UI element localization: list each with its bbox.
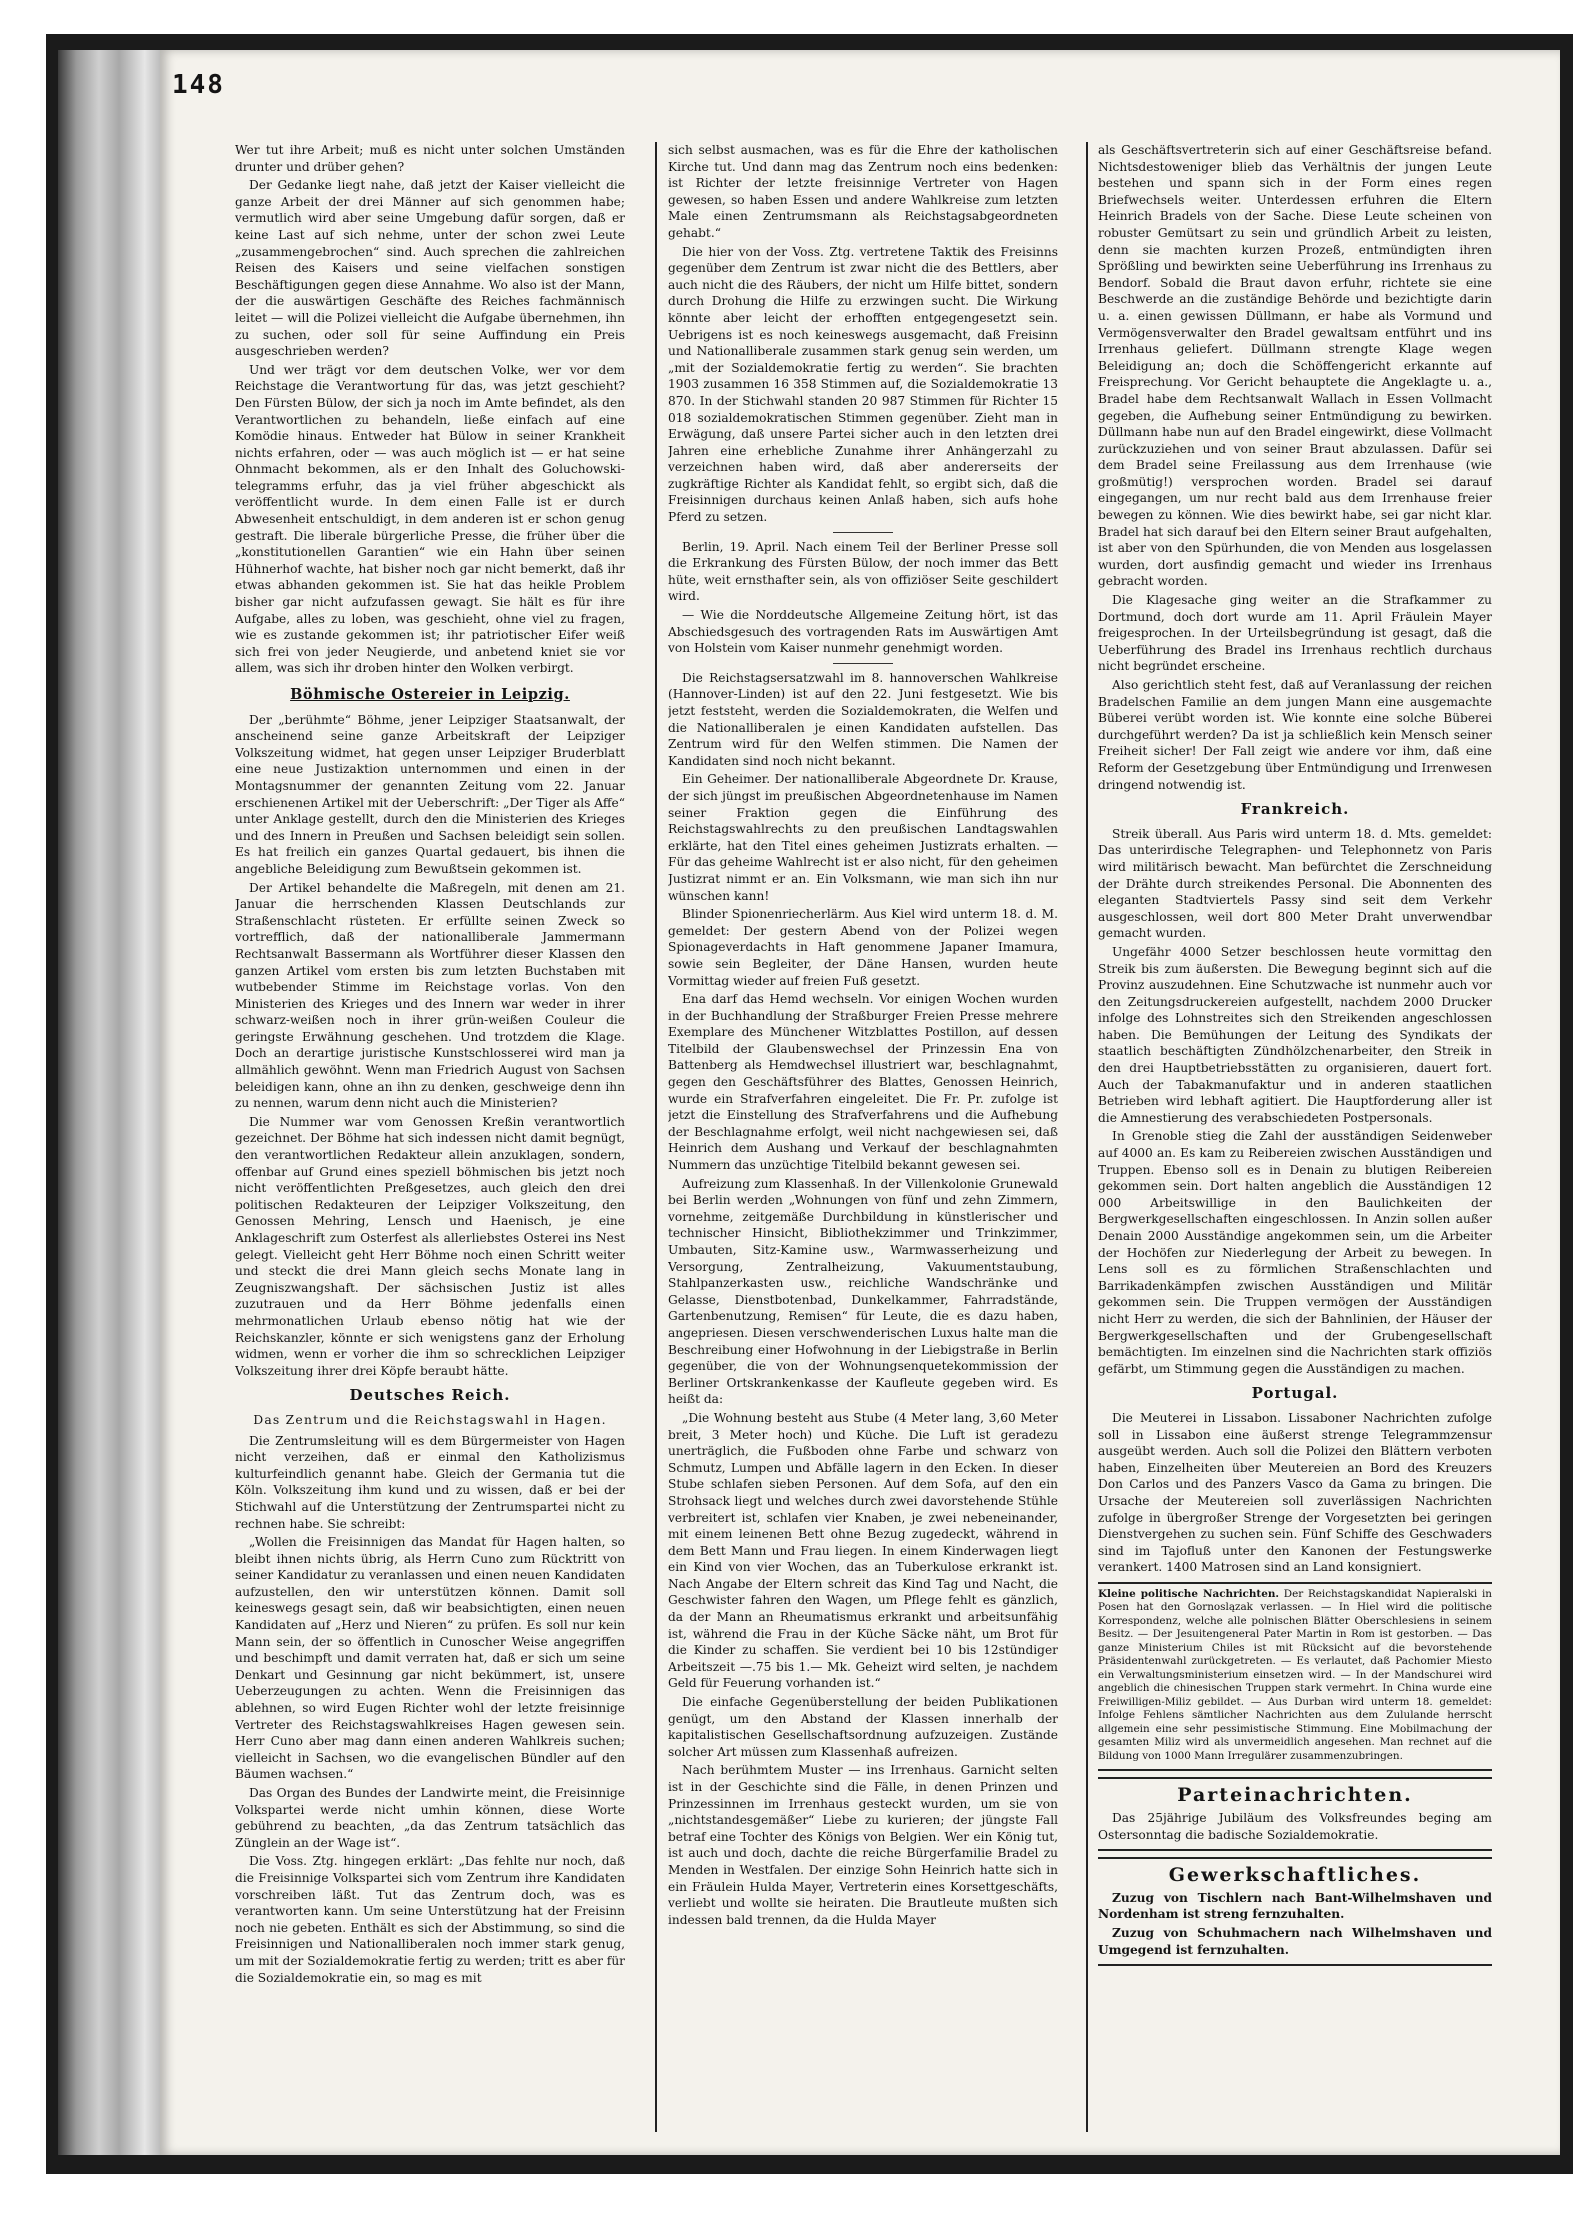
book-binding [58, 50, 160, 2155]
paragraph: Die Zentrumsleitung will es dem Bürgermeister von Hagen nicht verzeihen, daß er einmal den Katholizismus kulturfeindlich genannt habe. Gleich der Germania tut die Köln. Volkszeitung ihm kund und zu wissen, daß er bei der Stichwahl auf die Unterstützung der Zentrumspartei nicht zu rechnen habe. Sie schreibt: [235, 1433, 625, 1531]
paragraph: Die Reichstagsersatzwahl im 8. hannoverschen Wahlkreise (Hannover-Linden) ist auf den 22. Juni festgesetzt. Wie bis jetzt feststeht, werden die Sozialdemokraten, die Welfen und die Nationalliberalen je einen Kandidaten aufstellen. Das Zentrum wird für den Welfen stimmen. Die Namen der Kandidaten sind noch nicht bekannt. [668, 670, 1058, 768]
section-heading: Portugal. [1251, 1384, 1339, 1403]
short-news-box [1098, 1582, 1492, 1772]
column-divider [655, 142, 657, 2132]
paragraph: sich selbst ausmachen, was es für die Ehre der katholischen Kirche tut. Und dann mag das Zentrum noch eins bedenken: ist Richter der letzte freisinnige Vertreter von Hagen gewesen, so haben Essen und andere Wahlkreise zum letzten Male einen Zentrumsmann als Reichstagsabgeordneten gehabt.“ [668, 143, 1058, 240]
column-1 [235, 142, 625, 2132]
union-news-box [1098, 1857, 1492, 1966]
section-heading: Gewerkschaftliches. [1168, 1864, 1422, 1887]
paragraph: als Geschäftsvertreterin sich auf einer Geschäftsreise befand. Nichtsdestoweniger blieb das Verhältnis der jungen Leute bestehen und spann sich in der Form eines regen Briefwechsels weiter. Unterdessen erfuhren die Eltern Heinrich Bradels von der Sache. Diese Leute scheinen von robuster Gemütsart zu sein und gründlich Arbeit zu leisten, denn sie machten kurzen Prozeß, entmündigten ihren Sprößling und bewirkten seine Ueberführung ins Irrenhaus zu Bendorf. Sobald die Braut davon erfuhr, richtete sie eine Beschwerde an die zuständige Behörde und bezichtigte darin u. a. einen gewissen Düllmann, er habe als Vormund und Vermögensverwalter den Bradel gewaltsam entführt und ins Irrenhaus geliefert. Düllmann strengte Klage wegen Beleidigung an; doch die Schöffengericht erkannte auf Freisprechung. Vor Gericht behauptete die Angeklagte u. a., Bradel habe dem Rechtsanwalt Wallach in Essen Vollmacht gegeben, die Aufhebung seiner Entmündigung zu bewirken. Düllmann habe nun auf den Bradel eingewirkt, diese Vollmacht zurückzuziehen und von seiner Braut abzulassen. Dafür sei dem Bradel seine Freilassung aus dem Irrenhause (wie großmütig!) versprochen worden. Bradel sei darauf eingegangen, um nur recht bald aus dem Irrenhause freier bewegen zu können. Wie dies bewirkt habe, sei gar nicht klar. Bradel hat sich darauf bei den Eltern seiner Braut aufgehalten, ist aber von den Spürhunden, die von Menden aus losgelassen wurden, dort ausfindig gemacht und wieder ins Irrenhaus gebracht worden. [1098, 143, 1492, 589]
paragraph: Blinder Spionenriecherlärm. Aus Kiel wird unterm 18. d. M. gemeldet: Der gestern Abend von der Polizei wegen Spionageverdachts in Haft genommene Japaner Imamura, sowie sein Begleiter, der Däne Hansen, wurden heute Vormittag wieder auf freien Fuß gesetzt. [668, 907, 1058, 988]
paragraph: Und wer trägt vor dem deutschen Volke, wer vor dem Reichstage die Verantwortung für das, was jetzt geschieht? Den Fürsten Bülow, der sich ja noch im Amte befindet, als den Verantwortlichen zu behandeln, ließe einfach auf eine Komödie hinaus. Entweder hat Bülow in seiner Krankheit nichts erfahren, oder — was auch möglich ist — er hat seine Ohnmacht bekommen, als er den Inhalt des Goluchowski-telegramms erfuhr, das ja viel früher abgeschickt als veröffentlicht wurde. In dem einen Falle ist er durch Abwesenheit entschuldigt, in dem anderen ist er schon genug gestraft. Die liberale bürgerliche Presse, die früher über die „konstitutionellen Garantien“ wie ein Hahn über seinen Hühnerhof wachte, hat bisher noch gar nicht bemerkt, daß ihr etwas abhanden gekommen ist. Sie hat das heikle Problem bisher gar nicht aufzufassen gewagt. Sie hält es für ihre Aufgabe, alles zu loben, was geschieht, ohne viel zu fragen, wie es zustande gekommen ist; ihr patriotischer Eifer weiß sich frei von jeder Neugierde, und anbetend kniet sie vor allem, was sich ihr droben hinter den Wolken verbirgt. [235, 362, 625, 676]
column-2 [668, 142, 1058, 2132]
paragraph: Berlin, 19. April. Nach einem Teil der Berliner Presse soll die Erkrankung des Fürsten Bülow, der noch immer das Bett hüte, weit ernsthafter sein, als von offiziöser Seite geschildert wird. [668, 539, 1058, 604]
paragraph: Die Klagesache ging weiter an die Strafkammer zu Dortmund, doch dort wurde am 11. April Fräulein Mayer freigesprochen. In der Urteilsbegründung ist gesagt, daß die Ueberführung des Bradel ins Irrenhaus rechtlich durchaus nicht begründet erscheine. [1098, 593, 1492, 674]
paragraph: Die Nummer war vom Genossen Kreßin verantwortlich gezeichnet. Der Böhme hat sich indessen nicht damit begnügt, den verantwortlichen Redakteur allein anzuklagen, sondern, offenbar auf Grund eines speziell böhmischen bis jetzt noch nicht veröffentlichten Preßgesetzes, auch gleich den drei politischen Redakteuren der Leipziger Volkszeitung, den Genossen Mehring, Lensch und Haenisch, je eine Anklageschrift zum Osterfest als allerliebstes Osterei ins Nest gelegt. Vielleicht geht Herr Böhme noch einen Schritt weiter und steckt die drei Mann gleich sechs Monate lang in Zeugniszwangshaft. Der sächsischen Justiz ist alles zuzutrauen und da Herr Böhme jedenfalls einen mehrmonatlichen Urlaub ebenso nötig hat wie der Reichskanzler, könnte er sich wenigstens ganz der Erholung widmen, wenn er vorher die ihm so schrecklichen Leipziger Volkszeitung ihrer drei Köpfe beraubt hätte. [235, 1114, 625, 1378]
paragraph: Die einfache Gegenüberstellung der beiden Publikationen genügt, um den Abstand der Klassen innerhalb der kapitalistischen Gesellschaftsordnung aufzuzeigen. Zustände solcher Art müssen zum Klassenhaß aufreizen. [668, 1695, 1058, 1759]
paragraph: „Die Wohnung besteht aus Stube (4 Meter lang, 3,60 Meter breit, 3 Meter hoch) und Küche. Die Luft ist geradezu unerträglich, die Fußboden ohne Farbe und schwarz von Schmutz, Lumpen und Abfälle lagern in den Ecken. In dieser Stube schlafen sieben Personen. Auf dem Sofa, auf den ein Strohsack liegt und welches durch zwei davorstehende Stühle verbreitert ist, schlafen vier Knaben, je zwei nebeneinander, mit einem leinenen Bett ohne Bezug zugedeckt, während in dem Bett Mann und Frau liegen. In einem Kinderwagen liegt ein Kind von vier Wochen, das an Tuberkulose erkrankt ist. Nach Angabe der Eltern schreit das Kind Tag und Nacht, die Geschwister fahren den Wagen, um Pflege fehlt es gänzlich, da der Mann an Rheumatismus erkrankt und arbeitsunfähig ist, während die Frau in der Küche Säcke näht, um Brot für die Kinder zu schaffen. Sie verdient bei 10 bis 12stündiger Arbeitszeit —.75 bis 1.— Mk. Geheizt wird selten, je nachdem Geld für Feuerung vorhanden ist.“ [668, 1410, 1058, 1691]
section-heading: Parteinachrichten. [1177, 1784, 1413, 1807]
paragraph: Zuzug von Schuhmachern nach Wilhelmshaven und Umgegend ist fernzuhalten. [1098, 1925, 1492, 1957]
paragraph: Das 25jährige Jubiläum des Volksfreundes beging am Ostersonntag die badische Sozialdemokratie. [1098, 1810, 1492, 1842]
paragraph: — Wie die Norddeutsche Allgemeine Zeitung hört, ist das Abschiedsgesuch des vortragenden Rats im Auswärtigen Amt von Holstein vom Kaiser nunmehr genehmigt worden. [668, 608, 1058, 656]
paragraph: Also gerichtlich steht fest, daß auf Veranlassung der reichen Bradelschen Familie an dem jungen Mann eine ausgemachte Büberei verübt worden ist. Wie konnte eine solche Büberei durchgeführt werden? Da ist ja schließlich kein Mensch seiner Freiheit sicher! Der Fall zeigt wie andere vor ihm, daß eine Reform der Gesetzgebung über Entmündigung und Irrenwesen dringend notwendig ist. [1098, 678, 1492, 792]
paragraph: Die hier von der Voss. Ztg. vertretene Taktik des Freisinns gegenüber dem Zentrum ist zwar nicht die des Bettlers, aber auch nicht die des Räubers, der nicht um Hilfe bittet, sondern durch Drohung die Hilfe zu erzwingen sucht. Die Wirkung könnte aber leicht der erhofften entgegengesetzt sein. Uebrigens ist es noch keineswegs ausgemacht, daß Freisinn und Nationalliberale zusammen stark genug sein werden, um „mit der Sozialdemokratie fertig zu werden“. Sie brachten 1903 zusammen 16 358 Stimmen auf, die Sozialdemokratie 13 870. In der Stichwahl standen 20 987 Stimmen für Richter 15 018 sozialdemokratischen Stimmen gegenüber. Zieht man in Erwägung, daß unsere Partei sicher auch in den letzten drei Jahren eine erhebliche Zunahme ihrer Anhängerzahl zu verzeichnen haben wird, daß aber andererseits der zugkräftige Richter als Kandidat fehlt, so ergibt sich, daß die Freisinnigen durchaus keinen Anlaß haben, sich aufs hohe Pferd zu setzen. [668, 244, 1058, 525]
paragraph: Streik überall. Aus Paris wird unterm 18. d. Mts. gemeldet: Das unterirdische Telegraphen- und Telephonnetz von Paris wird militärisch bewacht. Man befürchtet die Zerschneidung der Drähte durch streikendes Personal. Die Abonnenten des eleganten Stadtviertels Passy sind seit dem Verkehr ausgeschlossen, weil dort 800 Meter Draht unverwendbar gemacht wurden. [1098, 826, 1492, 941]
paragraph: Wer tut ihre Arbeit; muß es nicht unter solchen Umständen drunter und drüber gehen? [235, 143, 625, 174]
paragraph: „Wollen die Freisinnigen das Mandat für Hagen halten, so bleibt ihnen nichts übrig, als Herrn Cuno zum Rücktritt von seiner Kandidatur zu veranlassen und einen neuen Kandidaten aufzustellen, den wir unterstützen können. Damit soll keineswegs gesagt sein, daß wir beabsichtigten, einen neuen Kandidaten auf „Herz und Nieren“ zu prüfen. Es soll nur kein Mann sein, der so öffentlich in Cunoscher Weise angegriffen und beschimpft und damit verraten hat, daß er sich um seine Denkart und Gesinnung gar nicht bekümmert, ist, unsere Ueberzeugungen zu achten. Wenn die Freisinnigen das ablehnen, so wird Eugen Richter wohl der letzte freisinnige Vertreter des Reichstagswahlkreises Hagen gewesen sein. Herr Cuno aber mag dann einen anderen Wahlkreis suchen; vielleicht in Sachsen, wo die evangelischen Bündler auf den Bäumen wachsen.“ [235, 1535, 625, 1782]
paragraph: Das Organ des Bundes der Landwirte meint, die Freisinnige Volkspartei werde nicht umhin können, diese Worte gebührend zu beachten, „da das Zentrum tatsächlich das Zünglein an der Wage ist“. [235, 1786, 625, 1850]
column-3 [1098, 142, 1492, 2132]
article-subheading: Das Zentrum und die Reichstagswahl in Hagen. [253, 1411, 607, 1427]
section-heading: Frankreich. [1240, 800, 1350, 819]
party-news-box [1098, 1777, 1492, 1851]
section-heading: Deutsches Reich. [349, 1386, 511, 1405]
paragraph: Der Gedanke liegt nahe, daß jetzt der Kaiser vielleicht die ganze Arbeit der drei Männer auf sich genommen habe; vermutlich wird aber seine Umgebung dafür sorgen, daß er keine Last auf sich nehme, unter der schon zwei Leute „zusammengebrochen“ sind. Auch sprechen die zahlreichen Reisen des Kaisers und seine vielfachen sonstigen Beschäftigungen gegen diese Annahme. Wo also ist der Mann, der die auswärtigen Geschäfte des Reiches fachmännisch leitet — will die Polizei vielleicht die Aufgabe übernehmen, ihn zu suchen, oder soll für seine Auffindung ein Preis ausgeschrieben werden? [235, 178, 625, 359]
paragraph: Zuzug von Tischlern nach Bant-Wilhelmshaven und Nordenham ist streng fernzuhalten. [1098, 1890, 1492, 1922]
paragraph: Die Meuterei in Lissabon. Lissaboner Nachrichten zufolge soll in Lissabon eine äußerst strenge Telegrammzensur ausgeübt werden. Auch soll die Polizei den Blättern verboten haben, Einzelheiten über Meutereien an Bord des Kreuzers Don Carlos und des Panzers Vasco da Gama zu bringen. Die Ursache der Meutereien soll zuverlässigen Nachrichten zufolge in übergroßer Strenge der Vorgesetzten bei geringen Dienstvergehen zu suchen sein. Fünf Schiffe des Geschwaders sind im Tajofluß unter den Kanonen der Festungswerke verankert. 1400 Matrosen sind an Land konsigniert. [1098, 1410, 1492, 1575]
paragraph: In Grenoble stieg die Zahl der ausständigen Seidenweber auf 4000 an. Es kam zu Reibereien zwischen Ausständigen und Truppen. Ebenso soll es in Denain zu blutigen Reibereien gekommen sein. Dort halten angeblich die Ausständigen 12 000 Arbeitswillige in den Baulichkeiten der Bergwerkgesellschaften eingeschlossen. In Anzin sollen außer Denain 2000 Ausständige angekommen sein, um die Arbeiter der Hochöfen zur Niederlegung der Arbeit zu bewegen. In Lens soll es zu förmlichen Straßenschlachten und Barrikadenkämpfen zwischen Ausständigen und Militär gekommen sein. Die Truppen vermögen der Ausständigen nicht Herr zu werden, die sich der Bahnlinien, der Häuser der Bergwerkgesellschaften und der Grubengesellschaft bemächtigten. Im einzelnen sind die Nachrichten stark offiziös gefärbt, um Stimmung gegen die Ausständigen zu machen. [1098, 1129, 1492, 1376]
short-news [1098, 1588, 1492, 1764]
paragraph: Aufreizung zum Klassenhaß. In der Villenkolonie Grunewald bei Berlin werden „Wohnungen von fünf und zehn Zimmern, vornehme, zeitgemäße Durchbildung in künstlerischer und technischer Hinsicht, Bibliothekzimmer und Trinkzimmer, Umbauten, Sitz-Kamine usw., Warmwasserheizung und Versorgung, Zentralheizung, Vakuumentstaubung, Stahlpanzerkasten usw., reichliche Wandschränke und Gelasse, Dienstbotenbad, Dunkelkammer, Fahrradstände, Gartenbenutzung, Remisen“ für Leute, die es dazu haben, angepriesen. Diesen verschwenderischen Luxus halte man die Beschreibung einer Hofwohnung in der Liebigstraße in Berlin gegenüber, die von der Wohnungsenquetekommission der Berliner Ortskrankenkasse der Kaufleute gegeben wird. Es heißt da: [668, 1176, 1058, 1407]
short-news-text: Der Reichstagskandidat Napieralski in Posen hat den Gornoslązak verlassen. — In Hiel wird die politische Korrespondenz, welche alle polnischen Blätter Oberschlesiens in seinem Besitz. — Der Jesuitengeneral Pater Martin in Rom ist gestorben. — Das ganze Ministerium Chiles ist mit Rücksicht auf die bevorstehende Präsidentenwahl zurückgetreten. — Es verlautet, daß Pachomier Miesto ein Verwaltungsministerium einsetzen wird. — In der Mandschurei wird angeblich die chinesischen Truppen stark vermehrt. In China wurde eine Freiwilligen-Miliz gebildet. — Aus Durban wird unterm 18. gemeldet: Infolge Fehlens sämtlicher Nachrichten aus dem Zululande herrscht allgemein eine sehr pessimistische Stimmung. Eine Mobilmachung der gesamten Miliz wird als unvermeidlich angesehen. Man rechnet auf die Bildung von 1000 Mann Irregulärer zusammenzubringen. [1098, 1587, 1492, 1762]
short-news-title: Kleine politische Nachrichten. [1098, 1587, 1279, 1600]
column-divider [1086, 142, 1088, 2132]
paragraph: Ein Geheimer. Der nationalliberale Abgeordnete Dr. Krause, der sich jüngst im preußischen Abgeordnetenhause im Namen seiner Fraktion gegen die Einführung des Reichstagswahlrechts zu den preußischen Landtagswahlen erklärte, hat den Titel eines geheimen Justizrats erhalten. — Für das geheime Wahlrecht ist er also nicht, für den geheimen Justizrat nimmt er an. Ein Volksmann, wie man sich ihn nur wünschen kann! [668, 772, 1058, 903]
divider [833, 532, 893, 533]
paragraph: Der „berühmte“ Böhme, jener Leipziger Staatsanwalt, der anscheinend seine ganze Arbeitskraft der Leipziger Volkszeitung widmet, hat gegen unser Leipziger Bruderblatt eine neue Justizaktion unternommen und einen in der Montagsnummer der genannten Zeitung vom 22. Januar erschienenen Artikel mit der Ueberschrift: „Der Tiger als Affe“ unter Anklage gestellt, durch den die Ministerien des Krieges und des Innern in Preußen und Sachsen beleidigt sein sollen. Es hat freilich ein ganzes Quartal gedauert, bis ihnen die angebliche Beleidigung zum Bewußtsein gekommen ist. [235, 712, 625, 876]
paragraph: Ungefähr 4000 Setzer beschlossen heute vormittag den Streik bis zum äußersten. Die Bewegung beginnt sich auf die Provinz auszudehnen. Eine Schutzwache ist nunmehr auch vor den Zeitungsdruckereien aufgestellt, nachdem 2000 Drucker infolge des Lohnstreites sich den Streikenden angeschlossen haben. Die Bemühungen der Leitung des Syndikats der staatlich beschäftigten Zündhölzchenarbeiter, den Streik in den drei Hauptbetriebsstätten zu organisieren, dauert fort. Auch der Tabakmanufaktur und in anderen staatlichen Betrieben wird lebhaft agitiert. Die Hauptforderung aller ist die Amnestierung des verabschiedeten Postpersonals. [1098, 944, 1492, 1125]
page-number: 148 [172, 70, 225, 100]
paragraph: Ena darf das Hemd wechseln. Vor einigen Wochen wurden in der Buchhandlung der Straßburger Freien Presse mehrere Exemplare des Münchener Witzblattes Postillon, auf dessen Titelbild der Glaubenswechsel der Prinzessin Ena von Battenberg als Hemdwechsel illustriert war, beschlagnahmt, gegen den Geschäftsführer des Blattes, Genossen Heinrich, wurde ein Strafverfahren eingeleitet. Die Fr. Pr. zufolge ist jetzt die Einstellung des Strafverfahrens und die Aufhebung der Beschlagnahme erfolgt, weil nicht nachgewiesen sei, daß Heinrich dem Aushang und Verkauf der beschlagnahmten Nummern das unzüchtige Titelbild bekannt gewesen sei. [668, 992, 1058, 1173]
paragraph: Die Voss. Ztg. hingegen erklärt: „Das fehlte nur noch, daß die Freisinnige Volkspartei sich vom Zentrum ihre Kandidaten vorschreiben läßt. Tut das Zentrum doch, was es verantworten kann. Um seine Unterstützung hat der Freisinn noch nie gebeten. Enthält es sich der Abstimmung, so sind die Freisinnigen und Nationalliberalen noch immer stark genug, um mit der Sozialdemokratie fertig zu werden; tritt es aber für die Sozialdemokratie ein, so mag es mit [235, 1854, 625, 1985]
paragraph: Nach berühmtem Muster — ins Irrenhaus. Garnicht selten ist in der Geschichte sind die Fälle, in denen Prinzen und Prinzessinnen im Irrenhaus gesteckt wurden, um sie von „nichtstandesgemäßer“ Liebe zu kurieren; der jüngste Fall betraf eine Tochter des Königs von Belgien. Wer ein König tut, ist auch und doch, dachte die reiche Bürgerfamilie Bradel zu Menden in Westfalen. Der einzige Sohn Heinrich hatte sich in ein Fräulein Hulda Mayer, Vertreterin eines Korsettgeschäfts, verliebt und wollte sie heiraten. Die Brautleute mußten sich indessen bald trennen, da die Hulda Mayer [668, 1763, 1058, 1927]
newspaper-page [160, 50, 1560, 2155]
divider [833, 663, 893, 664]
section-heading: Böhmische Ostereier in Leipzig. [290, 686, 570, 703]
paragraph: Der Artikel behandelte die Maßregeln, mit denen am 21. Januar die herrschenden Klassen Deutschlands zur Straßenschlacht rüsteten. Er erfüllte seinen Zweck so vortrefflich, daß der nationalliberale Jammermann Rechtsanwalt Bassermann als Wortführer dieser Klassen den ganzen Artikel vom ersten bis zum letzten Buchstaben mit wutbebender Stimme im Reichstage vorlas. Von den Ministerien des Krieges und des Innern war weder in ihrer schwarz-weißen noch in ihrer grün-weißen Couleur die geringste Erwähnung geschehen. Und trotzdem die Klage. Doch an derartige juristische Kunstschlosserei wird man ja allmählich gewöhnt. Wenn man Friedrich August von Sachsen beleidigen kann, ohne an ihn zu denken, geschweige denn ihn zu nennen, warum denn nicht auch die Ministerien? [235, 880, 625, 1111]
